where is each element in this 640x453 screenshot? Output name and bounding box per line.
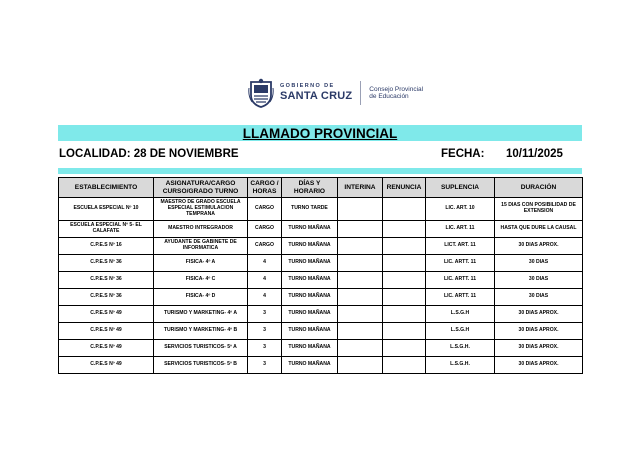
- table-cell: [383, 289, 426, 306]
- table-cell: LIC. ARTT. 11: [426, 255, 495, 272]
- header-divider: [360, 81, 361, 105]
- table-row: [59, 340, 583, 357]
- table-cell: C.P.E.S Nº 36: [59, 272, 154, 289]
- table-cell: [383, 221, 426, 238]
- table-cell: [338, 221, 383, 238]
- table-cell: TURNO MAÑANA: [282, 221, 338, 238]
- council-name: [369, 86, 423, 101]
- table-cell: [338, 289, 383, 306]
- table-cell: MAESTRO INTREGRADOR: [154, 221, 248, 238]
- table-cell: HASTA QUE DURE LA CAUSAL: [495, 221, 583, 238]
- table-cell: CARGO: [248, 238, 282, 255]
- table-cell: [383, 238, 426, 255]
- table-cell: ESCUELA ESPECIAL Nº 10: [59, 198, 154, 221]
- table-header-row: [59, 178, 583, 198]
- table-cell: 3: [248, 323, 282, 340]
- table-cell: FISICA- 4º A: [154, 255, 248, 272]
- table-row: [59, 238, 583, 255]
- table-cell: 30 DIAS APROX.: [495, 323, 583, 340]
- table-cell: C.P.E.S Nº 49: [59, 357, 154, 374]
- location-date-row: [59, 148, 583, 164]
- table-cell: TURNO MAÑANA: [282, 323, 338, 340]
- table-cell: [383, 306, 426, 323]
- gov-name-label: SANTA CRUZ: [280, 90, 353, 103]
- header-logo: [248, 76, 423, 110]
- table-cell: LIC. ARTT. 11: [426, 272, 495, 289]
- table-cell: TURNO MAÑANA: [282, 306, 338, 323]
- table-cell: [383, 198, 426, 221]
- table-cell: 3: [248, 340, 282, 357]
- table-cell: [338, 357, 383, 374]
- table-cell: [383, 323, 426, 340]
- table-row: [59, 323, 583, 340]
- table-cell: C.P.E.S Nº 49: [59, 323, 154, 340]
- column-header: INTERINA: [338, 178, 383, 198]
- fecha-label: FECHA:: [441, 148, 485, 160]
- table-cell: TURNO MAÑANA: [282, 340, 338, 357]
- table-row: [59, 198, 583, 221]
- table-cell: [338, 272, 383, 289]
- table-cell: FISICA- 4º C: [154, 272, 248, 289]
- table-row: [59, 306, 583, 323]
- table-cell: TURISMO Y MARKETING- 4º B: [154, 323, 248, 340]
- table-cell: CARGO: [248, 198, 282, 221]
- column-header: SUPLENCIA: [426, 178, 495, 198]
- table-cell: 3: [248, 357, 282, 374]
- table-cell: LIC. ART. 10: [426, 198, 495, 221]
- fecha-value: 10/11/2025: [506, 148, 563, 160]
- table-cell: TURNO MAÑANA: [282, 357, 338, 374]
- title-bar: [58, 125, 582, 141]
- table-cell: 15 DIAS CON POSIBILIDAD DE EXTENSION: [495, 198, 583, 221]
- table-cell: L.S.G.H: [426, 323, 495, 340]
- table-cell: [338, 340, 383, 357]
- table-cell: 30 DIAS: [495, 289, 583, 306]
- table-cell: LIC. ARTT. 11: [426, 289, 495, 306]
- table-cell: 4: [248, 289, 282, 306]
- table-cell: C.P.E.S Nº 49: [59, 306, 154, 323]
- table-cell: 4: [248, 255, 282, 272]
- table-cell: [383, 340, 426, 357]
- table-cell: L.S.G.H: [426, 306, 495, 323]
- table-cell: C.P.E.S Nº 36: [59, 255, 154, 272]
- table-cell: 4: [248, 272, 282, 289]
- table-cell: TURISMO Y MARKETING- 4º A: [154, 306, 248, 323]
- council-line-2: de Educación: [369, 93, 409, 100]
- table-cell: L.S.G.H.: [426, 357, 495, 374]
- table-row: [59, 289, 583, 306]
- table-cell: TURNO MAÑANA: [282, 238, 338, 255]
- column-header: RENUNCIA: [383, 178, 426, 198]
- column-header: DÍAS Y HORARIO: [282, 178, 338, 198]
- table-cell: 3: [248, 306, 282, 323]
- table-cell: C.P.E.S Nº 16: [59, 238, 154, 255]
- table-cell: [383, 357, 426, 374]
- column-header: ASIGNATURA/CARGO CURSO/GRADO TURNO: [154, 178, 248, 198]
- column-header: ESTABLECIMIENTO: [59, 178, 154, 198]
- table-cell: AYUDANTE DE GABINETE DE INFORMATICA: [154, 238, 248, 255]
- table-cell: 30 DIAS APROX.: [495, 340, 583, 357]
- separator-bar: [58, 168, 582, 174]
- table-cell: [383, 255, 426, 272]
- column-header: DURACIÓN: [495, 178, 583, 198]
- provincial-seal-icon: [248, 78, 274, 108]
- page-title: LLAMADO PROVINCIAL: [242, 126, 398, 141]
- table-cell: LIC. ART. 11: [426, 221, 495, 238]
- table-row: [59, 255, 583, 272]
- table-cell: 30 DIAS: [495, 272, 583, 289]
- table-cell: FISICA- 4º D: [154, 289, 248, 306]
- table-cell: CARGO: [248, 221, 282, 238]
- table-cell: 30 DIAS: [495, 255, 583, 272]
- localidad-label: LOCALIDAD: 28 DE NOVIEMBRE: [59, 148, 239, 160]
- table-cell: [338, 238, 383, 255]
- table-row: [59, 357, 583, 374]
- council-line-1: Consejo Provincial: [369, 85, 424, 93]
- table-cell: SERVICIOS TURISTICOS- 5º B: [154, 357, 248, 374]
- table-cell: C.P.E.S Nº 36: [59, 289, 154, 306]
- table-cell: [338, 306, 383, 323]
- table-row: [59, 272, 583, 289]
- table-cell: L.S.G.H.: [426, 340, 495, 357]
- table-row: [59, 221, 583, 238]
- table-cell: TURNO TARDE: [282, 198, 338, 221]
- table-cell: 30 DIAS APROX.: [495, 357, 583, 374]
- table-cell: [338, 255, 383, 272]
- table-cell: TURNO MAÑANA: [282, 255, 338, 272]
- gov-top-label: GOBIERNO DE: [280, 82, 335, 89]
- table-cell: 30 DIAS APROX.: [495, 238, 583, 255]
- government-name: [280, 84, 352, 103]
- table-cell: TURNO MAÑANA: [282, 272, 338, 289]
- table-cell: [338, 323, 383, 340]
- table-cell: LICT. ART. 11: [426, 238, 495, 255]
- vacancies-table: [58, 177, 583, 374]
- table-cell: 30 DIAS APROX.: [495, 306, 583, 323]
- table-cell: SERVICIOS TURISTICOS- 5º A: [154, 340, 248, 357]
- table-cell: MAESTRO DE GRADO ESCUELA ESPECIAL ESTIMULACION TEMPRANA: [154, 198, 248, 221]
- table-cell: [383, 272, 426, 289]
- table-cell: TURNO MAÑANA: [282, 289, 338, 306]
- table-cell: ESCUELA ESPECIAL Nº 5- EL CALAFATE: [59, 221, 154, 238]
- table-cell: C.P.E.S Nº 49: [59, 340, 154, 357]
- table-cell: [338, 198, 383, 221]
- column-header: CARGO / HORAS: [248, 178, 282, 198]
